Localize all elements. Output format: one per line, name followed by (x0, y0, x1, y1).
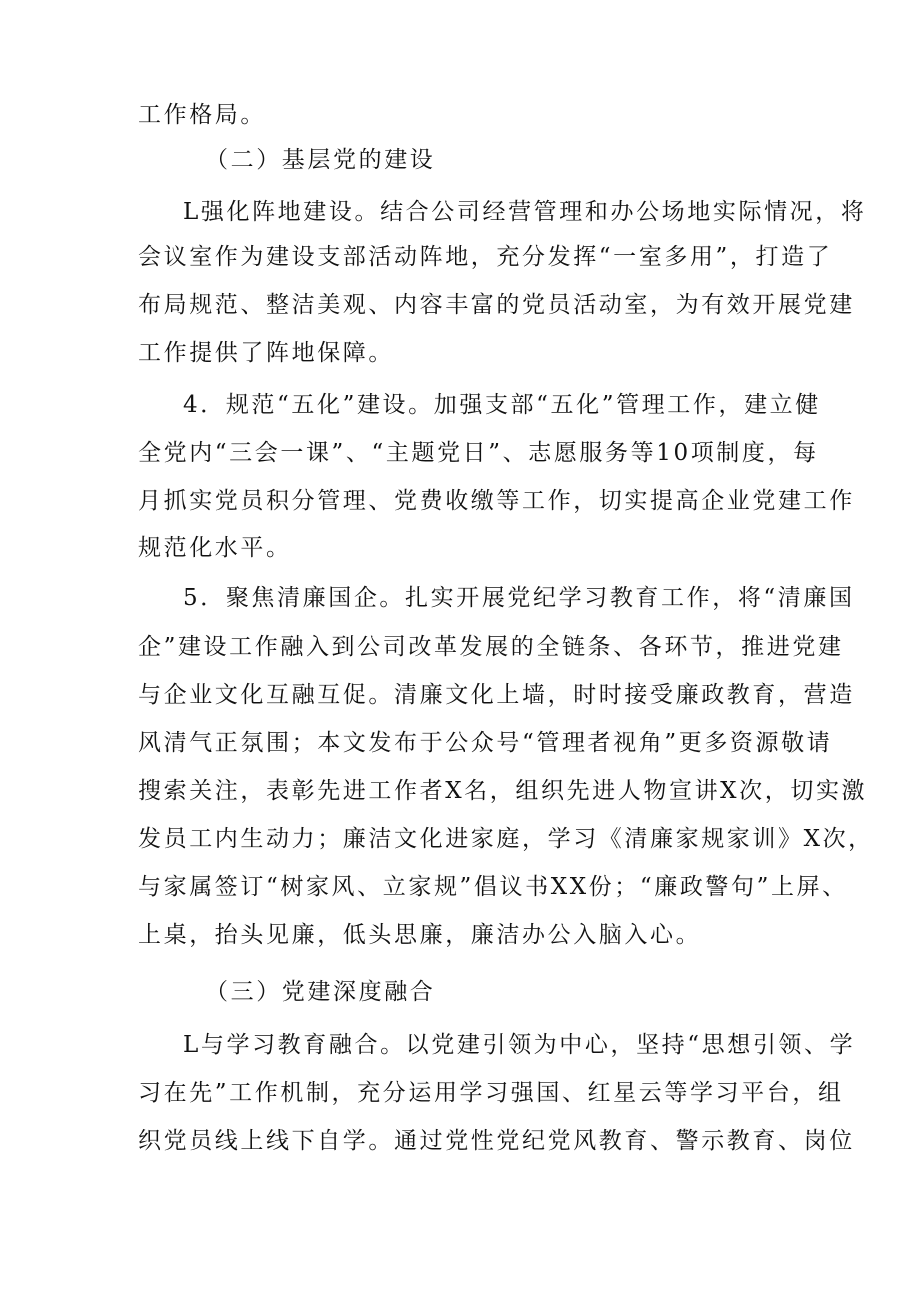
paragraph-line: 会议室作为建设支部活动阵地，充分发挥“一室多用”，打造了 (138, 244, 833, 270)
paragraph-line: 发员工内生动力；廉洁文化进家庭，学习《清廉家规家训》X次， (138, 826, 874, 852)
paragraph-line: 工作提供了阵地保障。 (138, 340, 394, 366)
paragraph-line: 风清气正氛围；本文发布于公众号“管理者视角”更多资源敬请 (138, 730, 833, 756)
paragraph-line: 5．聚焦清廉国企。扎实开展党纪学习教育工作，将“清廉国 (183, 585, 855, 611)
paragraph-line: 搜索关注，表彰先进工作者X名，组织先进人物宣讲X次，切实激 (138, 778, 868, 804)
paragraph-line: 4．规范“五化”建设。加强支部“五化”管理工作，建立健 (183, 392, 821, 418)
paragraph-line: 习在先”工作机制，充分运用学习强国、红星云等学习平台，组 (138, 1080, 844, 1106)
section-heading: （二）基层党的建设 (205, 147, 436, 173)
paragraph-line: 企”建设工作融入到公司改革发展的全链条、各环节，推进党建 (138, 634, 844, 660)
paragraph-line: 规范化水平。 (138, 535, 292, 561)
paragraph-line: 上桌，抬头见廉，低头思廉，廉洁办公入脑入心。 (138, 922, 702, 948)
paragraph-line: 织党员线上线下自学。通过党性党纪党风教育、警示教育、岗位 (138, 1128, 855, 1154)
section-heading: （三）党建深度融合 (205, 979, 436, 1005)
paragraph-line: 月抓实党员积分管理、党费收缴等工作，切实提高企业党建工作 (138, 488, 855, 514)
paragraph-line: 布局规范、整洁美观、内容丰富的党员活动室，为有效开展党建 (138, 292, 855, 318)
paragraph-line: 工作格局。 (138, 102, 266, 128)
paragraph-line: 与企业文化互融互促。清廉文化上墙，时时接受廉政教育，营造 (138, 682, 855, 708)
paragraph-line: L强化阵地建设。结合公司经营管理和办公场地实际情况，将 (183, 199, 867, 225)
paragraph-line: 与家属签订“树家风、立家规”倡议书XX份；“廉政警句”上屏、 (138, 874, 848, 900)
paragraph-line: L与学习教育融合。以党建引领为中心，坚持“思想引领、学 (183, 1032, 856, 1058)
paragraph-line: 全党内“三会一课”、“主题党日”、志愿服务等10项制度，每 (138, 440, 819, 466)
